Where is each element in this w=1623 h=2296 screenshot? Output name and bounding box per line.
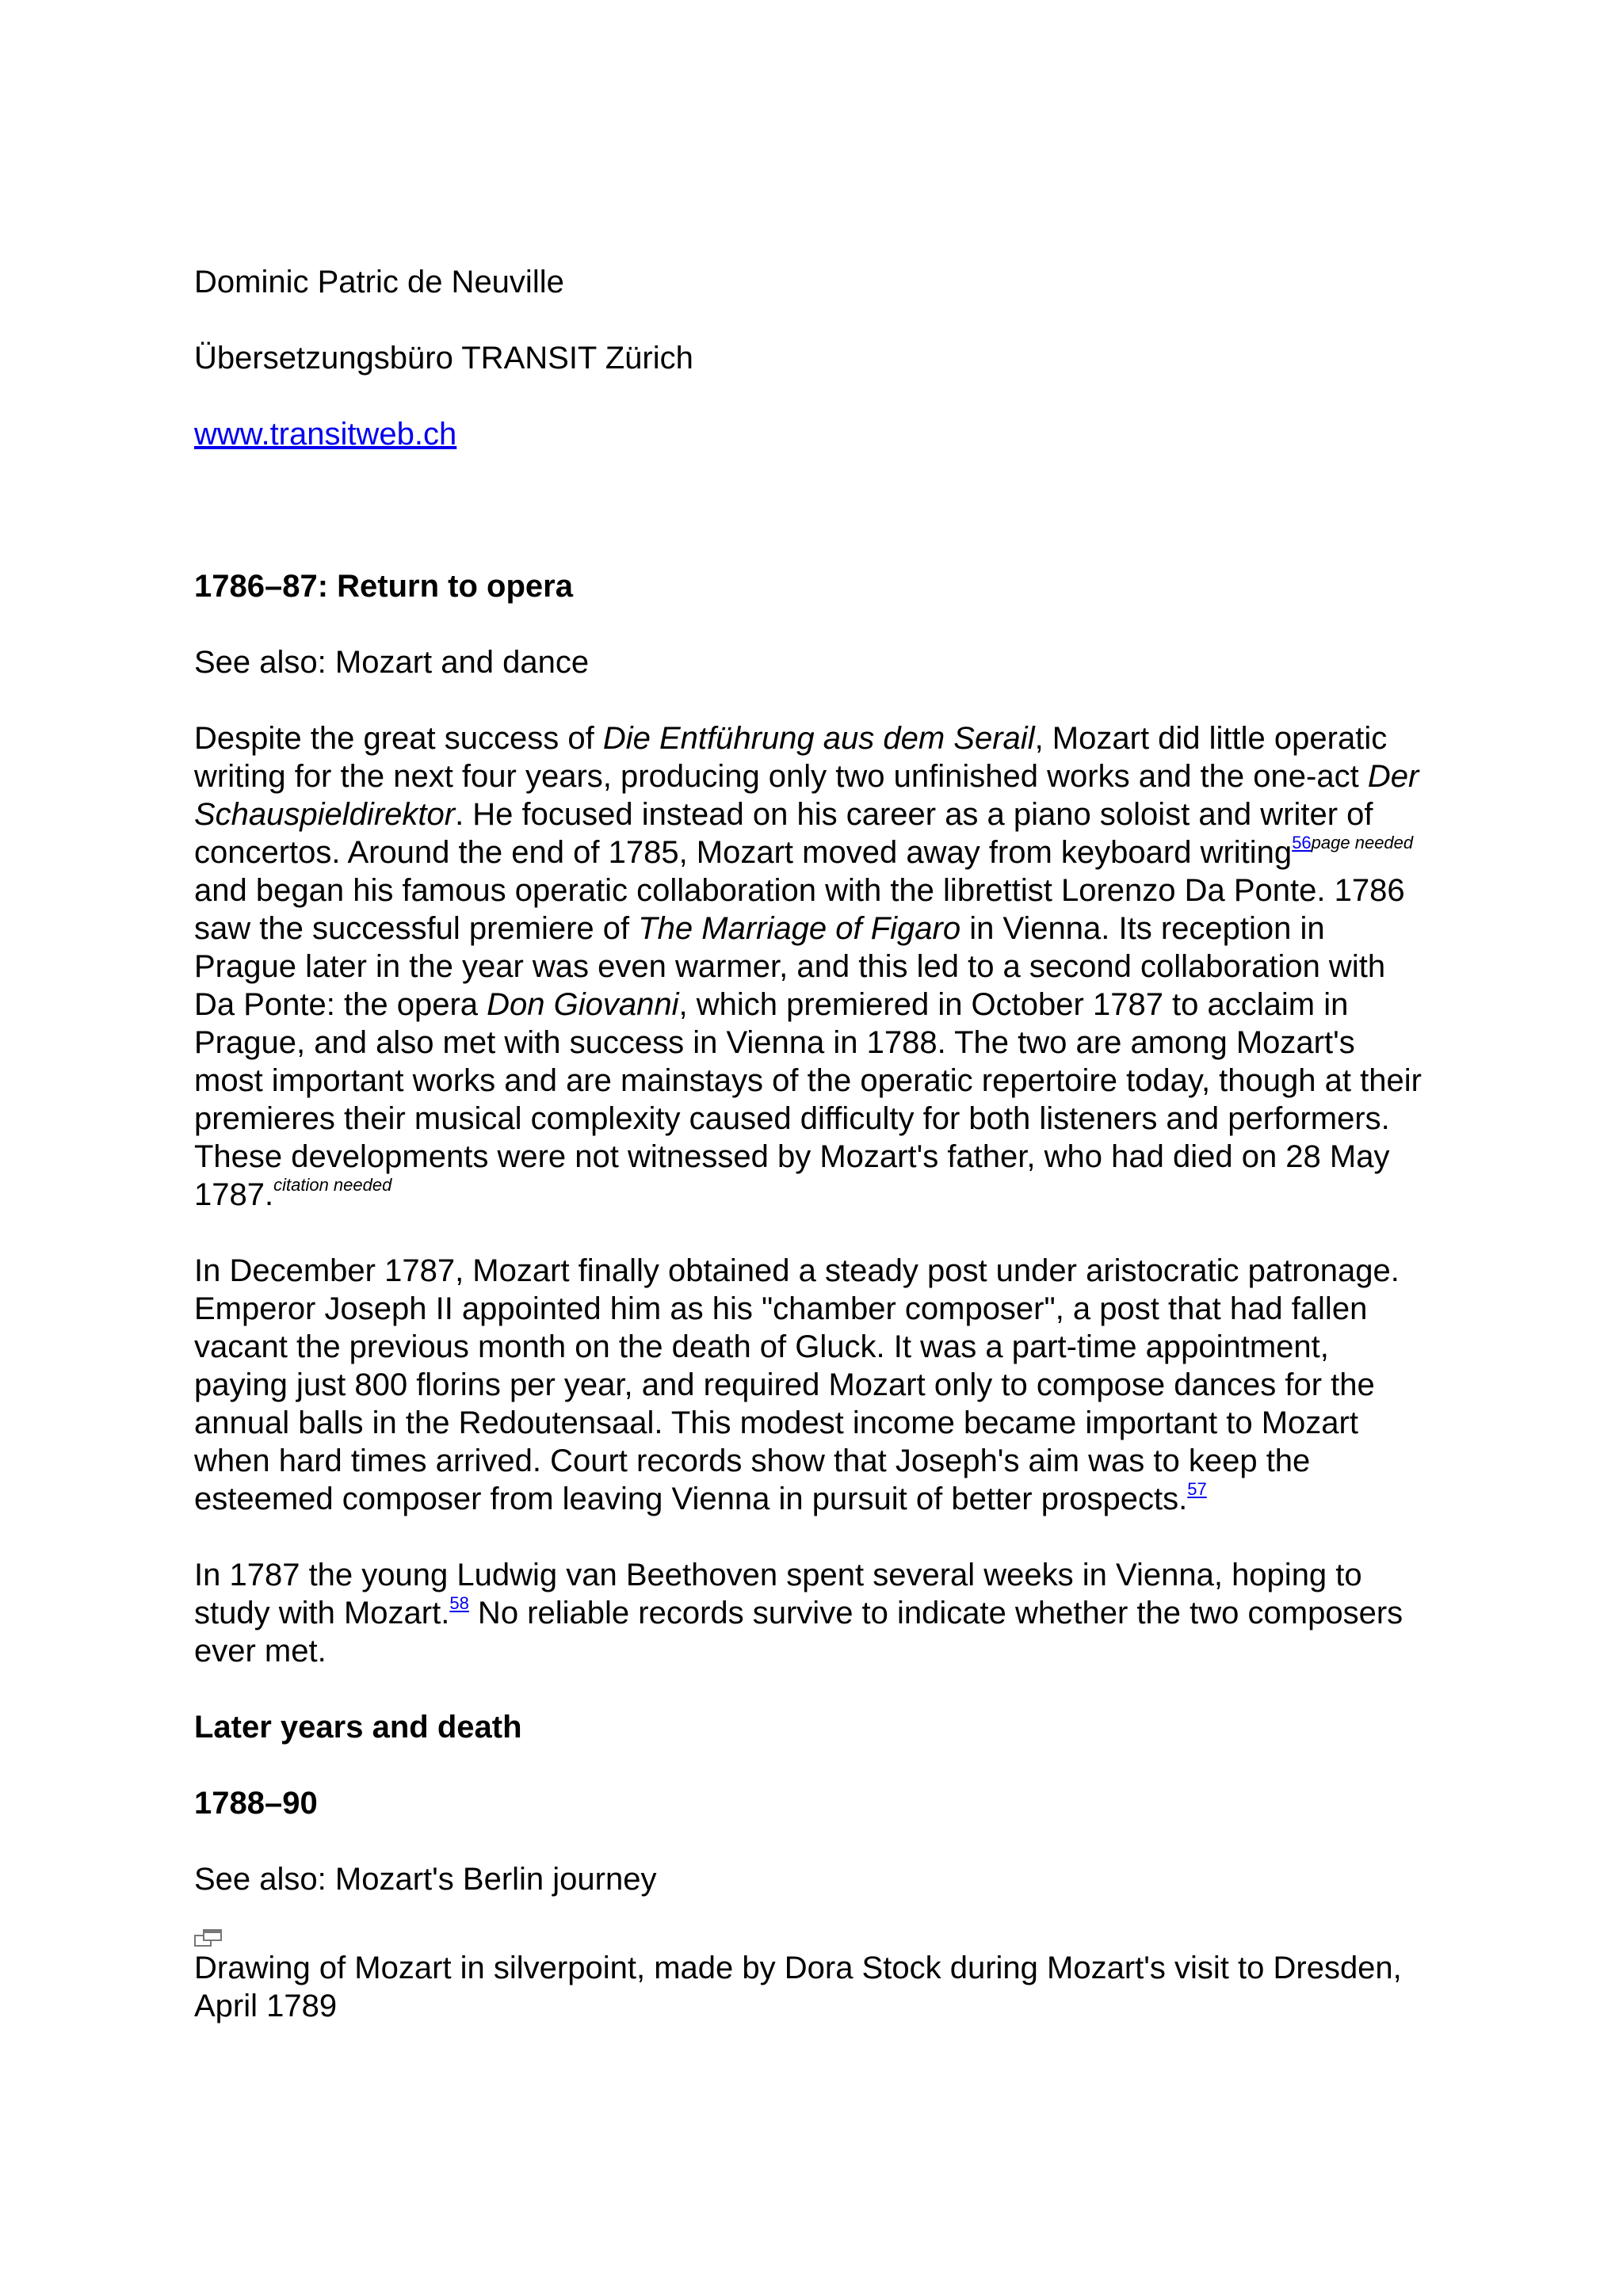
company-name: Übersetzungsbüro TRANSIT Zürich: [194, 341, 693, 376]
image-block: [194, 1928, 1430, 2025]
footnote-link-56[interactable]: 56: [1292, 833, 1312, 852]
website-paragraph: [194, 415, 1430, 453]
text-run: No reliable records survive to indicate whether the two composers ever met.: [194, 1596, 1403, 1669]
subheading-1788-90: 1788–90: [194, 1786, 318, 1821]
website-link[interactable]: www.transitweb.ch: [194, 417, 457, 452]
see-also-mozart-dance: See also: Mozart and dance: [194, 645, 590, 680]
text-run: , Mozart did little operatic writing for the next four years, producing only two unfinished works and the one-act: [194, 721, 1388, 794]
text-run: . He focused instead on his career as a piano soloist and writer of concertos. Around the end of 1785, Mozart moved away from keyboard writing: [194, 797, 1373, 870]
footnote-ref-57[interactable]: [1187, 1479, 1206, 1499]
work-title-entfuehrung: Die Entführung aus dem Serail: [602, 721, 1035, 756]
citation-needed-note: citation needed: [273, 1175, 392, 1195]
page-needed-note: page needed: [1311, 833, 1414, 852]
text-run: In December 1787, Mozart finally obtained a steady post under aristocratic patronage. Emperor Joseph II appointed him as his "chamber composer", a post that had fallen vacant the previous month on the death of Gluck. It was a part-time appointment, paying just 800 florins per year, and required Mozart only to compose dances for the annual balls in the Redoutensaal. This modest income became important to Mozart when hard times arrived. Court records show that Joseph's aim was to keep the esteemed composer from leaving Vienna in pursuit of better prospects.: [194, 1253, 1400, 1516]
paragraph-chamber-composer: [194, 1252, 1430, 1518]
image-placeholder-icon: [194, 1928, 223, 1947]
image-caption: Drawing of Mozart in silverpoint, made by Dora Stock during Mozart's visit to Dresden, April 1789: [194, 1951, 1402, 2023]
text-run: and began his famous operatic collaboration with the librettist Lorenzo Da Ponte. 1786 saw the successful premiere of: [194, 873, 1405, 946]
see-also-berlin-journey: See also: Mozart's Berlin journey: [194, 1862, 657, 1897]
paragraph-return-to-opera: [194, 719, 1430, 1214]
text-run: , which premiered in October 1787 to acclaim in Prague, and also met with success in Vienna in 1788. The two are among Mozart's most important works and are mainstays of the operatic repertoire today, though at their premieres their musical complexity caused difficulty for both listeners and performers. These developments were not witnessed by Mozart's father, who had died on 28 May 1787.: [194, 987, 1422, 1212]
text-run: In 1787 the young Ludwig van Beethoven spent several weeks in Vienna, hoping to study with Mozart.: [194, 1558, 1362, 1630]
footnote-link-58[interactable]: 58: [449, 1593, 469, 1613]
section-heading-later-years: Later years and death: [194, 1710, 522, 1745]
footnote-ref-56[interactable]: [1292, 833, 1311, 852]
spacer: [194, 491, 1430, 567]
author-name: Dominic Patric de Neuville: [194, 265, 564, 299]
section-heading-return-to-opera: 1786–87: Return to opera: [194, 569, 573, 604]
paragraph-beethoven: [194, 1556, 1430, 1670]
work-title-schauspieldirektor: Der Schauspieldirektor: [194, 759, 1419, 832]
text-run: Despite the great success of: [194, 721, 603, 756]
text-run: in Vienna. Its reception in Prague later in the year was even warmer, and this led to a second collaboration with Da Ponte: the opera: [194, 911, 1386, 1022]
work-title-don-giovanni: Don Giovanni: [487, 987, 679, 1022]
footnote-link-57[interactable]: 57: [1187, 1479, 1207, 1499]
footnote-ref-58[interactable]: [449, 1593, 468, 1613]
work-title-figaro: The Marriage of Figaro: [638, 911, 961, 946]
